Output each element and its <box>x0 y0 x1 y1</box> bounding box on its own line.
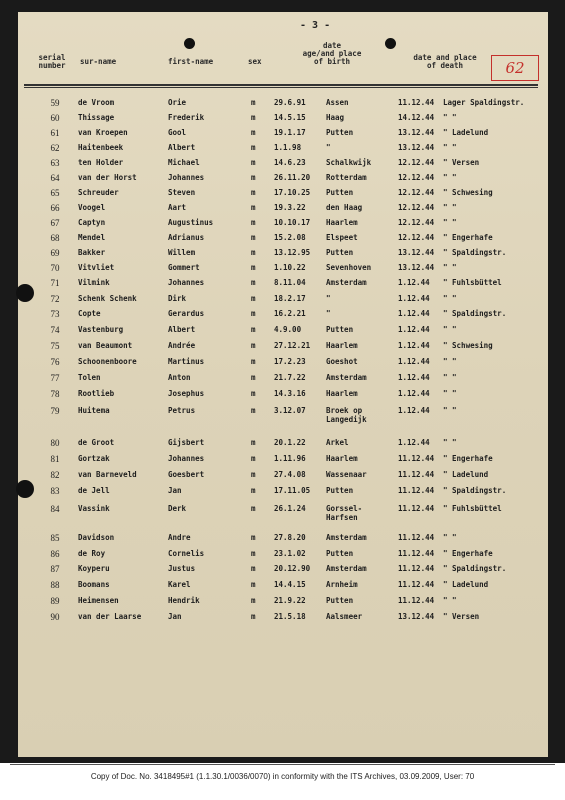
row-sex: m <box>251 218 256 227</box>
header-serial: serial number <box>38 53 66 70</box>
row-death-place: " " <box>443 173 457 182</box>
row-sex: m <box>251 278 256 287</box>
row-serial: 60 <box>50 113 60 123</box>
row-sex: m <box>251 373 256 382</box>
row-sex: m <box>251 188 256 197</box>
row-birth-date: 13.12.95 <box>274 248 311 257</box>
row-first-name: Michael <box>168 158 200 167</box>
row-birth-date: 18.2.17 <box>274 294 306 303</box>
row-surname: Koyperu <box>78 564 110 573</box>
row-birth-date: 19.3.22 <box>274 203 306 212</box>
row-surname: Bakker <box>78 248 106 257</box>
row-birth-date: 17.2.23 <box>274 357 306 366</box>
row-first-name: Gommert <box>168 263 200 272</box>
row-death-place: " " <box>443 357 457 366</box>
row-surname: Mendel <box>78 233 106 242</box>
row-surname: van Beaumont <box>78 341 133 350</box>
row-sex: m <box>251 564 256 573</box>
row-serial: 63 <box>50 158 60 168</box>
row-death-date: 13.12.44 <box>398 143 435 152</box>
row-serial: 73 <box>50 309 60 319</box>
row-death-date: 12.12.44 <box>398 158 435 167</box>
row-serial: 76 <box>50 357 60 367</box>
row-sex: m <box>251 341 256 350</box>
row-sex: m <box>251 357 256 366</box>
row-death-date: 1.12.44 <box>398 278 430 287</box>
row-surname: Davidson <box>78 533 115 542</box>
row-first-name: Martinus <box>168 357 205 366</box>
row-first-name: Josephus <box>168 389 205 398</box>
row-serial: 70 <box>50 263 60 273</box>
archive-footer: Copy of Doc. No. 3418495#1 (1.1.30.1/0036/0070) in conformity with the ITS Archives, 03.09.2009, User: 70 <box>90 772 475 781</box>
row-birth-date: 1.11.96 <box>274 454 306 463</box>
row-death-date: 12.12.44 <box>398 233 435 242</box>
row-serial: 84 <box>50 504 60 514</box>
row-sex: m <box>251 596 256 605</box>
row-serial: 79 <box>50 406 60 416</box>
row-birth-place: Haarlem <box>326 454 358 463</box>
row-sex: m <box>251 389 256 398</box>
row-first-name: Augustinus <box>168 218 214 227</box>
row-serial: 72 <box>50 294 60 304</box>
row-serial: 61 <box>50 128 60 138</box>
row-birth-date: 19.1.17 <box>274 128 306 137</box>
row-surname: van Barneveld <box>78 470 137 479</box>
row-birth-place: Haarlem <box>326 341 358 350</box>
row-death-place: " " <box>443 143 457 152</box>
row-surname: Voogel <box>78 203 106 212</box>
row-birth-place: Putten <box>326 248 354 257</box>
row-serial: 85 <box>50 533 60 543</box>
row-birth-place: Arnheim <box>326 580 358 589</box>
row-death-date: 11.12.44 <box>398 504 435 513</box>
table-row <box>0 612 565 630</box>
row-first-name: Willem <box>168 248 196 257</box>
header-surname: sur-name <box>80 57 117 66</box>
row-first-name: Adrianus <box>168 233 205 242</box>
row-birth-place: " <box>326 143 331 152</box>
row-death-place: " Engerhafe <box>443 549 493 558</box>
row-surname: Captyn <box>78 218 106 227</box>
row-death-date: 11.12.44 <box>398 454 435 463</box>
row-death-place: " Engerhafe <box>443 233 493 242</box>
row-first-name: Jan <box>168 486 182 495</box>
row-birth-date: 20.12.90 <box>274 564 311 573</box>
row-birth-date: 26.1.24 <box>274 504 306 513</box>
row-serial: 81 <box>50 454 60 464</box>
row-birth-date: 1.10.22 <box>274 263 306 272</box>
row-serial: 65 <box>50 188 60 198</box>
row-surname: Schenk Schenk <box>78 294 137 303</box>
header-sex: sex <box>248 57 262 66</box>
row-birth-date: 27.4.08 <box>274 470 306 479</box>
row-death-date: 13.12.44 <box>398 612 435 621</box>
row-serial: 62 <box>50 143 60 153</box>
row-surname: Boomans <box>78 580 110 589</box>
row-birth-place: Putten <box>326 596 354 605</box>
row-first-name: Justus <box>168 564 196 573</box>
row-death-date: 11.12.44 <box>398 98 435 107</box>
row-birth-place: Goeshot <box>326 357 358 366</box>
row-death-date: 12.12.44 <box>398 203 435 212</box>
row-death-date: 11.12.44 <box>398 549 435 558</box>
row-death-date: 1.12.44 <box>398 373 430 382</box>
row-serial: 87 <box>50 564 60 574</box>
row-sex: m <box>251 233 256 242</box>
row-death-place: " Versen <box>443 158 480 167</box>
row-sex: m <box>251 128 256 137</box>
row-death-place: " " <box>443 294 457 303</box>
row-death-place: Lager Spaldingstr. <box>443 98 525 107</box>
row-sex: m <box>251 143 256 152</box>
row-death-place: " " <box>443 533 457 542</box>
row-sex: m <box>251 580 256 589</box>
row-first-name: Gerardus <box>168 309 205 318</box>
row-sex: m <box>251 248 256 257</box>
row-sex: m <box>251 173 256 182</box>
row-birth-date: 14.5.15 <box>274 113 306 122</box>
row-sex: m <box>251 486 256 495</box>
row-birth-date: 27.12.21 <box>274 341 311 350</box>
row-sex: m <box>251 113 256 122</box>
row-birth-date: 14.6.23 <box>274 158 306 167</box>
row-first-name: Gijsbert <box>168 438 205 447</box>
row-death-place: " " <box>443 406 457 415</box>
row-death-place: " " <box>443 113 457 122</box>
row-death-place: " Ladelund <box>443 580 489 589</box>
row-death-date: 14.12.44 <box>398 113 435 122</box>
row-birth-place: den Haag <box>326 203 363 212</box>
row-birth-place: Gorssel- Harfsen <box>326 504 363 522</box>
row-birth-date: 15.2.08 <box>274 233 306 242</box>
row-death-place: " " <box>443 203 457 212</box>
row-first-name: Andre <box>168 533 191 542</box>
row-death-date: 1.12.44 <box>398 406 430 415</box>
row-death-place: " " <box>443 263 457 272</box>
table-row <box>0 504 565 522</box>
row-first-name: Johannes <box>168 454 205 463</box>
row-death-date: 13.12.44 <box>398 128 435 137</box>
row-birth-date: 17.11.05 <box>274 486 311 495</box>
row-first-name: Gool <box>168 128 187 137</box>
row-first-name: Andrée <box>168 341 196 350</box>
row-birth-date: 10.10.17 <box>274 218 311 227</box>
row-surname: Rootlieb <box>78 389 115 398</box>
row-death-date: 11.12.44 <box>398 486 435 495</box>
row-birth-place: Haarlem <box>326 389 358 398</box>
row-first-name: Petrus <box>168 406 196 415</box>
row-serial: 68 <box>50 233 60 243</box>
row-death-date: 13.12.44 <box>398 263 435 272</box>
row-death-date: 1.12.44 <box>398 357 430 366</box>
row-death-place: " Spaldingstr. <box>443 309 507 318</box>
row-death-place: " " <box>443 596 457 605</box>
row-serial: 88 <box>50 580 60 590</box>
footer-divider <box>10 764 555 765</box>
row-death-place: " Engerhafe <box>443 454 493 463</box>
row-sex: m <box>251 470 256 479</box>
header-first-name: first-name <box>168 57 214 66</box>
row-serial: 80 <box>50 438 60 448</box>
row-death-place: " Fuhlsbüttel <box>443 278 502 287</box>
row-surname: Tolen <box>78 373 101 382</box>
row-serial: 90 <box>50 612 60 622</box>
row-death-place: " Spaldingstr. <box>443 564 507 573</box>
row-birth-date: 16.2.21 <box>274 309 306 318</box>
row-death-place: " " <box>443 389 457 398</box>
row-surname: van der Horst <box>78 173 137 182</box>
row-birth-place: Assen <box>326 98 349 107</box>
row-death-date: 1.12.44 <box>398 438 430 447</box>
header-rule <box>24 87 538 88</box>
row-serial: 89 <box>50 596 60 606</box>
row-death-place: " Fuhlsbüttel <box>443 504 502 513</box>
row-serial: 83 <box>50 486 60 496</box>
row-surname: Schoonenboore <box>78 357 137 366</box>
row-birth-date: 14.3.16 <box>274 389 306 398</box>
row-death-date: 11.12.44 <box>398 596 435 605</box>
row-sex: m <box>251 158 256 167</box>
row-birth-date: 21.9.22 <box>274 596 306 605</box>
row-birth-place: Putten <box>326 325 354 334</box>
row-birth-place: Aalsmeer <box>326 612 363 621</box>
row-death-date: 11.12.44 <box>398 470 435 479</box>
row-birth-place: Arkel <box>326 438 349 447</box>
table-row <box>0 486 565 504</box>
row-surname: ten Holder <box>78 158 124 167</box>
row-sex: m <box>251 325 256 334</box>
row-first-name: Cornelis <box>168 549 205 558</box>
row-first-name: Albert <box>168 325 196 334</box>
row-first-name: Goesbert <box>168 470 205 479</box>
row-first-name: Steven <box>168 188 196 197</box>
row-serial: 59 <box>50 98 60 108</box>
row-surname: de Vroom <box>78 98 115 107</box>
row-surname: van der Laarse <box>78 612 142 621</box>
row-birth-date: 27.8.20 <box>274 533 306 542</box>
row-birth-place: Elspeet <box>326 233 358 242</box>
row-death-place: " Schwesing <box>443 341 493 350</box>
row-death-date: 12.12.44 <box>398 173 435 182</box>
row-serial: 78 <box>50 389 60 399</box>
row-surname: Vitvliet <box>78 263 115 272</box>
row-death-date: 1.12.44 <box>398 341 430 350</box>
row-sex: m <box>251 438 256 447</box>
row-surname: Thissage <box>78 113 115 122</box>
row-surname: Heimensen <box>78 596 119 605</box>
row-surname: de Jell <box>78 486 110 495</box>
page-number: - 3 - <box>300 20 331 31</box>
row-birth-date: 14.4.15 <box>274 580 306 589</box>
row-death-place: " Ladelund <box>443 128 489 137</box>
row-first-name: Aart <box>168 203 187 212</box>
row-surname: Gortzak <box>78 454 110 463</box>
row-sex: m <box>251 263 256 272</box>
archive-stamp: 62 <box>491 55 539 81</box>
row-birth-date: 4.9.00 <box>274 325 302 334</box>
row-serial: 77 <box>50 373 60 383</box>
row-serial: 67 <box>50 218 60 228</box>
row-sex: m <box>251 294 256 303</box>
row-sex: m <box>251 504 256 513</box>
row-first-name: Hendrik <box>168 596 200 605</box>
row-surname: Haitenbeek <box>78 143 124 152</box>
row-death-date: 12.12.44 <box>398 188 435 197</box>
row-birth-place: " <box>326 294 331 303</box>
row-surname: Vilmink <box>78 278 110 287</box>
row-birth-date: 23.1.02 <box>274 549 306 558</box>
row-death-place: " " <box>443 373 457 382</box>
row-first-name: Anton <box>168 373 191 382</box>
row-serial: 82 <box>50 470 60 480</box>
row-surname: de Roy <box>78 549 106 558</box>
row-first-name: Albert <box>168 143 196 152</box>
row-death-date: 1.12.44 <box>398 294 430 303</box>
row-serial: 74 <box>50 325 60 335</box>
row-birth-place: Amsterdam <box>326 278 367 287</box>
row-serial: 69 <box>50 248 60 258</box>
row-serial: 71 <box>50 278 60 288</box>
row-birth-place: Broek op Langedijk <box>326 406 367 424</box>
row-birth-place: Haarlem <box>326 218 358 227</box>
punch-hole <box>385 38 396 49</box>
row-birth-place: Putten <box>326 128 354 137</box>
header-rule <box>24 84 538 86</box>
row-first-name: Orie <box>168 98 187 107</box>
row-birth-place: Wassenaar <box>326 470 367 479</box>
row-surname: Schreuder <box>78 188 119 197</box>
row-sex: m <box>251 612 256 621</box>
row-surname: Huitema <box>78 406 110 415</box>
row-birth-date: 20.1.22 <box>274 438 306 447</box>
row-birth-place: " <box>326 309 331 318</box>
row-death-date: 1.12.44 <box>398 389 430 398</box>
row-death-date: 12.12.44 <box>398 218 435 227</box>
row-first-name: Karel <box>168 580 191 589</box>
row-birth-date: 17.10.25 <box>274 188 311 197</box>
row-first-name: Dirk <box>168 294 187 303</box>
row-first-name: Jan <box>168 612 182 621</box>
row-sex: m <box>251 309 256 318</box>
row-death-place: " Ladelund <box>443 470 489 479</box>
row-death-place: " Spaldingstr. <box>443 248 507 257</box>
row-death-date: 11.12.44 <box>398 533 435 542</box>
row-birth-date: 3.12.07 <box>274 406 306 415</box>
row-sex: m <box>251 549 256 558</box>
row-first-name: Frederik <box>168 113 205 122</box>
row-birth-date: 29.6.91 <box>274 98 306 107</box>
row-death-place: " Spaldingstr. <box>443 486 507 495</box>
row-serial: 86 <box>50 549 60 559</box>
row-death-date: 1.12.44 <box>398 325 430 334</box>
header-death: date and place of death <box>413 53 477 70</box>
row-sex: m <box>251 203 256 212</box>
row-birth-date: 8.11.04 <box>274 278 306 287</box>
row-birth-place: Putten <box>326 486 354 495</box>
row-birth-place: Rotterdam <box>326 173 367 182</box>
header-birth: date age/and place of birth <box>302 41 362 66</box>
row-birth-place: Schalkwijk <box>326 158 372 167</box>
row-death-date: 13.12.44 <box>398 248 435 257</box>
row-surname: Vastenburg <box>78 325 124 334</box>
row-surname: Copte <box>78 309 101 318</box>
row-death-place: " Versen <box>443 612 480 621</box>
row-birth-place: Putten <box>326 549 354 558</box>
row-serial: 75 <box>50 341 60 351</box>
row-birth-date: 26.11.20 <box>274 173 311 182</box>
row-sex: m <box>251 533 256 542</box>
row-birth-date: 21.7.22 <box>274 373 306 382</box>
row-birth-place: Amsterdam <box>326 564 367 573</box>
row-birth-date: 21.5.18 <box>274 612 306 621</box>
row-first-name: Derk <box>168 504 187 513</box>
row-serial: 66 <box>50 203 60 213</box>
row-surname: Vassink <box>78 504 110 513</box>
row-death-date: 11.12.44 <box>398 580 435 589</box>
row-birth-place: Amsterdam <box>326 373 367 382</box>
row-birth-place: Putten <box>326 188 354 197</box>
row-death-date: 11.12.44 <box>398 564 435 573</box>
row-birth-place: Sevenhoven <box>326 263 372 272</box>
row-serial: 64 <box>50 173 60 183</box>
punch-hole <box>184 38 195 49</box>
row-sex: m <box>251 98 256 107</box>
row-death-place: " " <box>443 325 457 334</box>
row-death-date: 1.12.44 <box>398 309 430 318</box>
row-sex: m <box>251 454 256 463</box>
row-death-place: " " <box>443 218 457 227</box>
row-sex: m <box>251 406 256 415</box>
row-first-name: Johannes <box>168 173 205 182</box>
row-surname: de Groot <box>78 438 115 447</box>
table-row <box>0 389 565 407</box>
row-death-place: " " <box>443 438 457 447</box>
row-first-name: Johannes <box>168 278 205 287</box>
table-row <box>0 406 565 424</box>
row-surname: van Kroepen <box>78 128 128 137</box>
row-birth-date: 1.1.98 <box>274 143 302 152</box>
row-birth-place: Amsterdam <box>326 533 367 542</box>
row-death-place: " Schwesing <box>443 188 493 197</box>
row-birth-place: Haag <box>326 113 345 122</box>
